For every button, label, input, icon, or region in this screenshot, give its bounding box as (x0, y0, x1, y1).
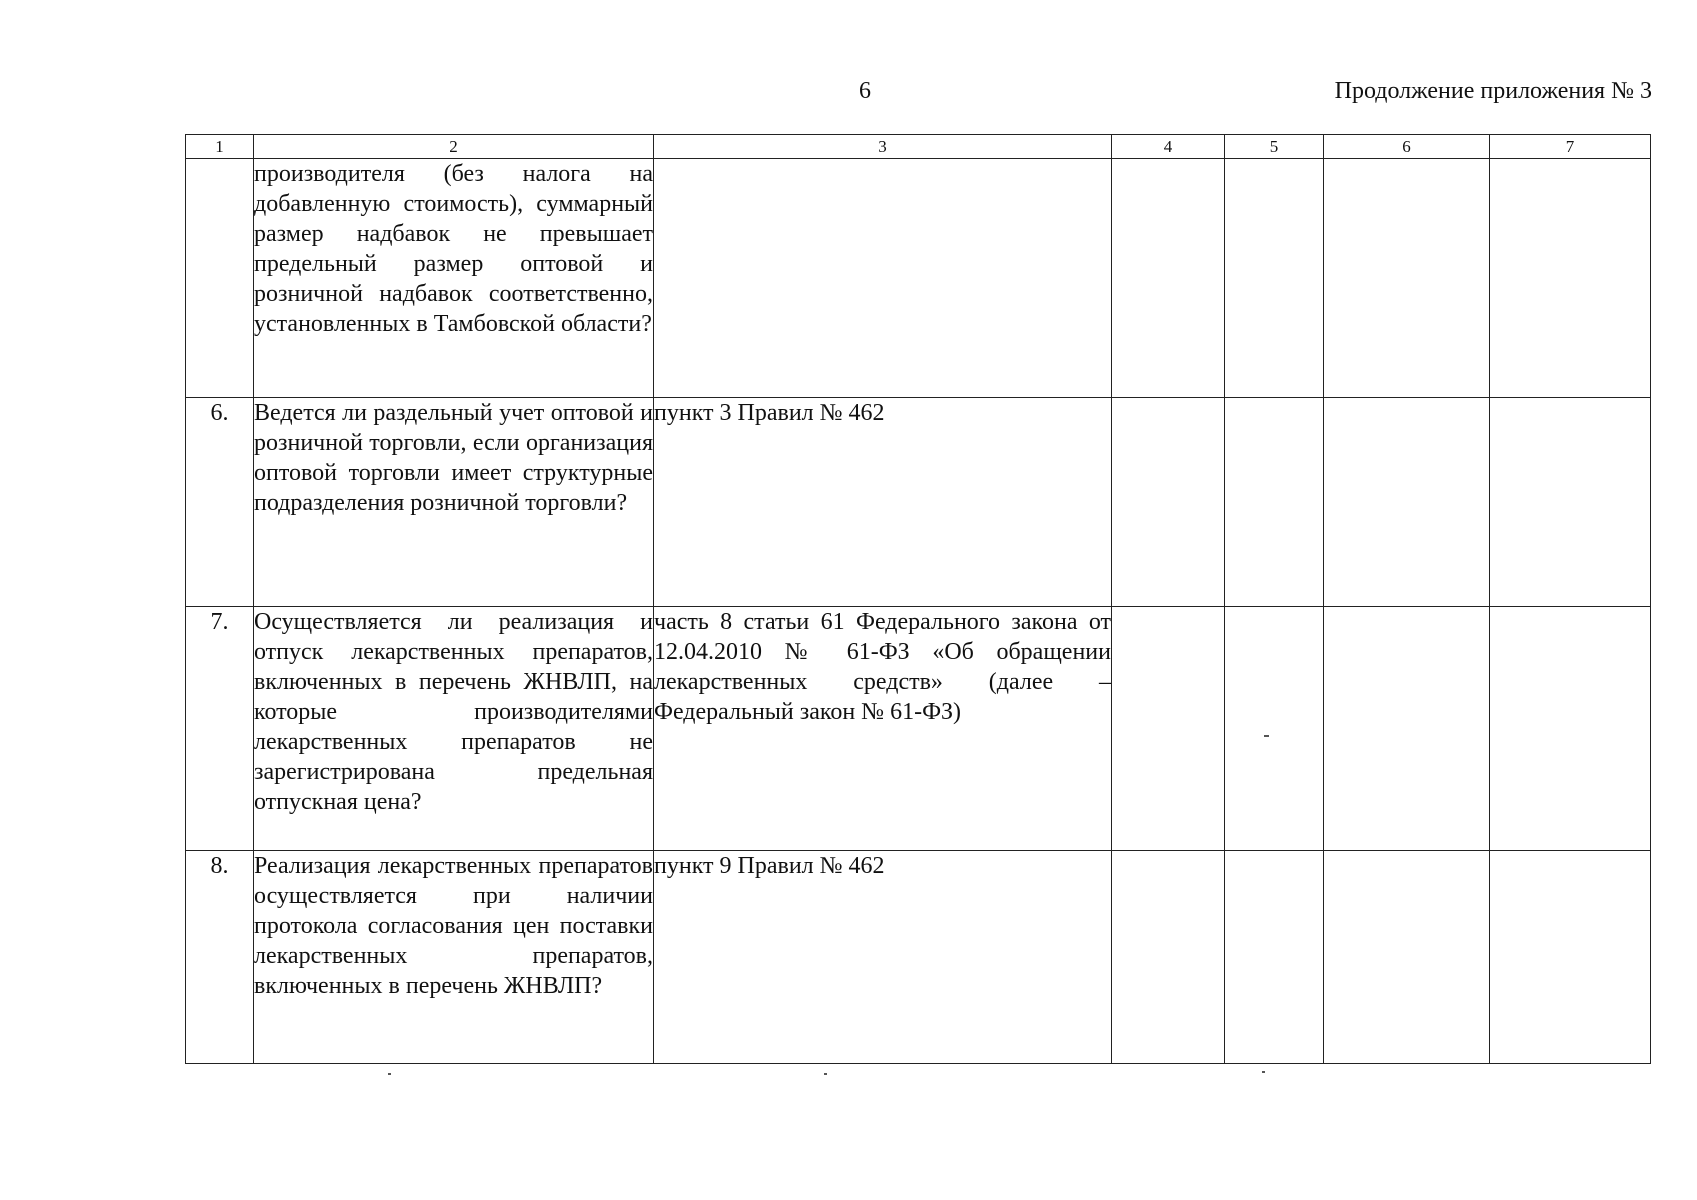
checklist-table (185, 134, 1651, 1064)
legal-basis-cell (654, 159, 1112, 398)
question-cell: Ведется ли раздельный учет оптовой и розничной торговли, если организация оптовой торговли имеет структурные подразделения розничной торговли? (254, 398, 654, 607)
question-cell: производителя (без налога на добавленную стоимость), суммарный размер надбавок не превышает предельный размер оптовой и розничной надбавок соответственно, установленных в Тамбовской области? (254, 159, 654, 398)
answer-cell-5 (1225, 159, 1324, 398)
appendix-continuation-label: Продолжение приложения № 3 (1334, 78, 1652, 104)
answer-cell-6 (1324, 851, 1490, 1064)
column-header-7: 7 (1490, 135, 1651, 159)
column-header-3: 3 (654, 135, 1112, 159)
answer-cell-4 (1112, 851, 1225, 1064)
page-number: 6 (859, 78, 871, 104)
answer-cell-7 (1490, 607, 1651, 851)
answer-cell-4 (1112, 607, 1225, 851)
answer-cell-5 (1225, 398, 1324, 607)
column-header-4: 4 (1112, 135, 1225, 159)
column-header-2: 2 (254, 135, 654, 159)
scan-speck (388, 1073, 391, 1075)
table-row (186, 398, 1651, 607)
question-cell: Реализация лекарственных препаратов осуществляется при наличии протокола согласования цен поставки лекарственных препаратов, включенных в перечень ЖНВЛП? (254, 851, 654, 1064)
question-cell: Осуществляется ли реализация и отпуск лекарственных препаратов, включенных в перечень ЖНВЛП, на которые производителями лекарственных препаратов не зарегистрирована предельная отпускная цена? (254, 607, 654, 851)
answer-cell-6 (1324, 159, 1490, 398)
column-header-1: 1 (186, 135, 254, 159)
answer-cell-7 (1490, 851, 1651, 1064)
table-row (186, 159, 1651, 398)
answer-cell-6 (1324, 607, 1490, 851)
legal-basis-cell: пункт 3 Правил № 462 (654, 398, 1112, 607)
scan-speck (1262, 1071, 1265, 1073)
scan-speck (1264, 735, 1269, 737)
row-number: 8. (186, 851, 254, 1064)
answer-cell-4 (1112, 398, 1225, 607)
answer-cell-5 (1225, 607, 1324, 851)
answer-cell-5 (1225, 851, 1324, 1064)
answer-cell-7 (1490, 398, 1651, 607)
column-header-5: 5 (1225, 135, 1324, 159)
answer-cell-6 (1324, 398, 1490, 607)
legal-basis-cell: часть 8 статьи 61 Федерального закона от 12.04.2010 № 61-ФЗ «Об обращении лекарственных средств» (далее – Федеральный закон № 61-ФЗ) (654, 607, 1112, 851)
answer-cell-7 (1490, 159, 1651, 398)
row-number: 6. (186, 398, 254, 607)
scan-speck (824, 1073, 827, 1075)
answer-cell-4 (1112, 159, 1225, 398)
row-number (186, 159, 254, 398)
column-number-row (186, 135, 1651, 159)
column-header-6: 6 (1324, 135, 1490, 159)
table-row (186, 607, 1651, 851)
legal-basis-cell: пункт 9 Правил № 462 (654, 851, 1112, 1064)
row-number: 7. (186, 607, 254, 851)
table-row (186, 851, 1651, 1064)
